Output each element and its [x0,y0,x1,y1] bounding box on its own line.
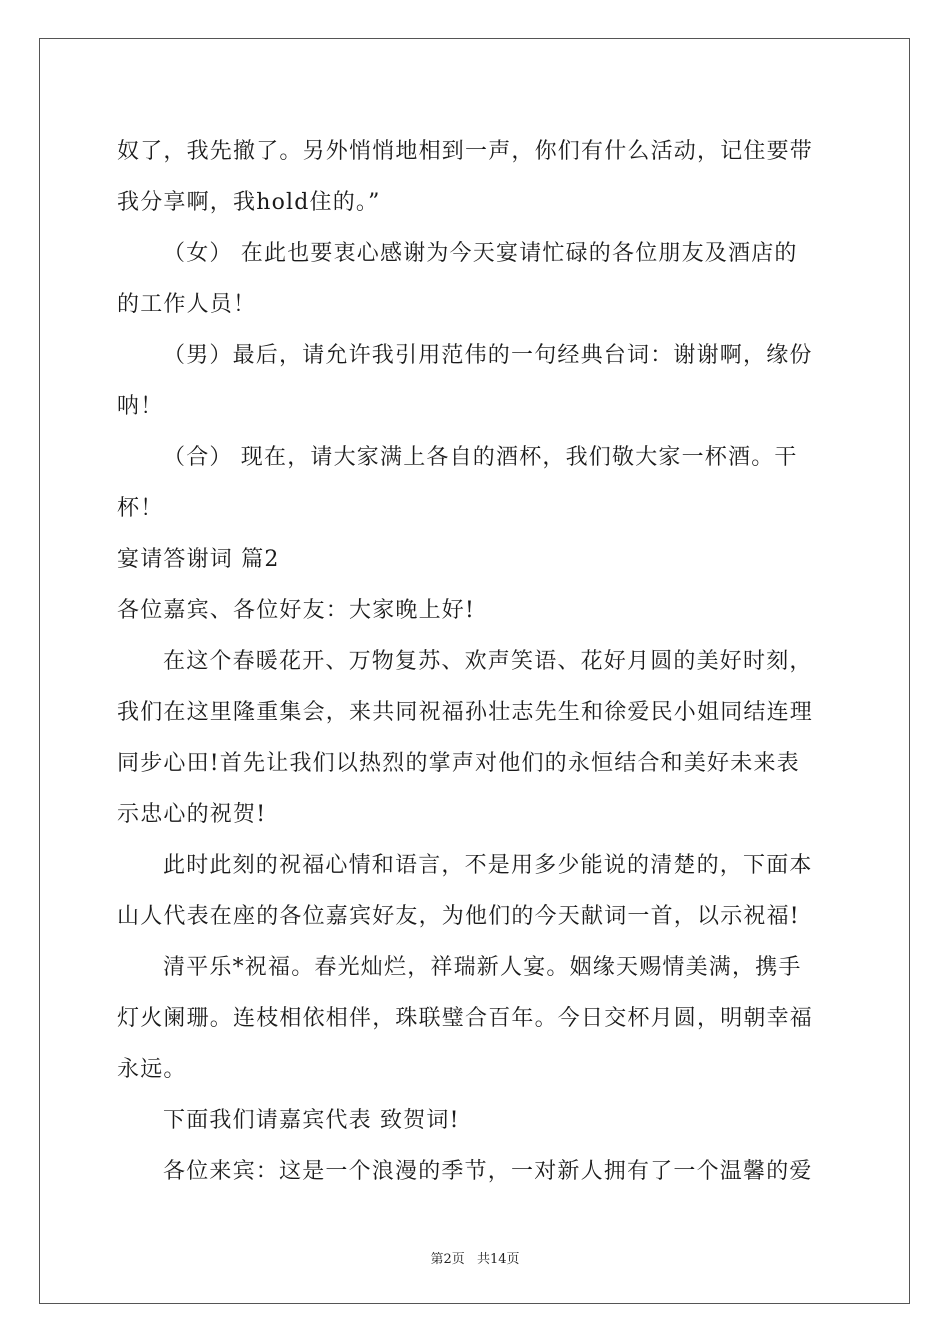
text-line-15: 此时此刻的祝福心情和语言，不是用多少能说的清楚的，下面本 [163,853,813,878]
text-line-16: 山人代表在座的各位嘉宾好友，为他们的今天献词一首，以示祝福! [117,904,800,929]
text-line-17: 清平乐*祝福。春光灿烂，祥瑞新人宴。姻缘天赐情美满，携手 [163,955,802,980]
text-line-10: 各位嘉宾、各位好友：大家晚上好! [117,598,476,623]
text-line-21: 各位来宾：这是一个浪漫的季节，一对新人拥有了一个温馨的爱 [163,1159,813,1184]
text-line-4: 的工作人员！ [117,292,257,317]
text-line-12: 我们在这里隆重集会，来共同祝福孙壮志先生和徐爱民小姐同结连理 [117,700,814,725]
text-line-18: 灯火阑珊。连枝相依相伴，珠联璧合百年。今日交杯月圆，明朝幸福 [117,1006,814,1031]
section-heading: 宴请答谢词 篇2 [117,547,280,572]
text-line-6: 呐！ [117,394,164,419]
text-line-3: （女） 在此也要衷心感谢为今天宴请忙碌的各位朋友及酒店的 [163,241,798,266]
text-line-8: 杯！ [117,496,164,521]
text-line-20: 下面我们请嘉宾代表 致贺词! [163,1108,460,1133]
text-line-11: 在这个春暖花开、万物复苏、欢声笑语、花好月圆的美好时刻， [163,649,813,674]
page-footer [0,1248,950,1267]
text-line-1: 奴了，我先撤了。另外悄悄地相到一声，你们有什么活动，记住要带 [117,139,814,164]
text-line-19: 永远。 [117,1057,187,1082]
text-line-14: 示忠心的祝贺! [117,802,267,827]
text-line-7: （合） 现在，请大家满上各自的酒杯，我们敬大家一杯酒。干 [163,445,798,470]
document-body [117,126,837,1197]
page-number: 第2页 [430,1252,465,1267]
text-line-5: （男）最后，请允许我引用范伟的一句经典台词：谢谢啊，缘份 [163,343,813,368]
text-line-13: 同步心田!首先让我们以热烈的掌声对他们的永恒结合和美好未来表 [117,751,800,776]
page-total: 共14页 [476,1252,520,1267]
text-line-2: 我分享啊，我hold住的。” [117,190,381,215]
